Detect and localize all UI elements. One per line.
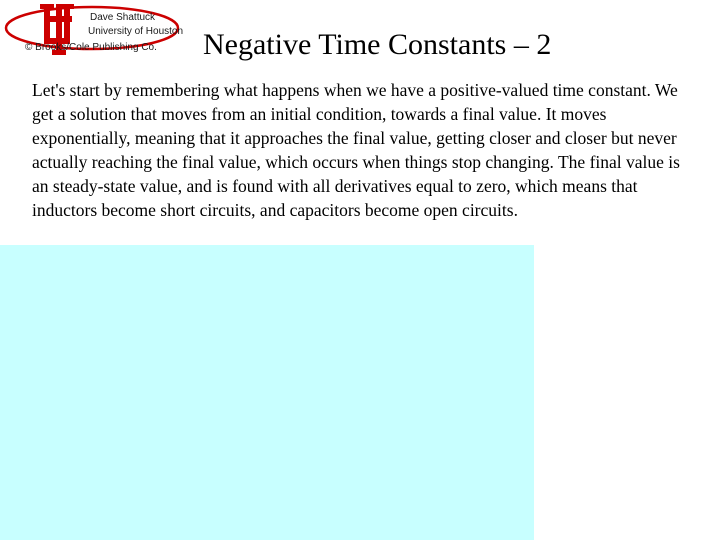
logo-author: Dave Shattuck: [90, 12, 156, 23]
slide-body-text: Let's start by remembering what happens when we have a positive-valued time constant. We get a solution that moves from an initial condition, towards a final value. It moves exponentially, meaning that it approaches the final value, getting closer and closer but never actually reaching the final value, which occurs when things stop changing. The final value is an steady-state value, and is found with all derivatives equal to zero, which means that inductors become short circuits, and capacitors become open circuits.: [32, 80, 680, 220]
slide-title: Negative Time Constants – 2: [203, 28, 552, 61]
uh-logo: [4, 2, 182, 62]
logo-university: University of Houston: [88, 26, 184, 37]
logo-publisher: © Brooks/Cole Publishing Co.: [25, 42, 157, 53]
figure-placeholder-panel: [0, 245, 534, 540]
